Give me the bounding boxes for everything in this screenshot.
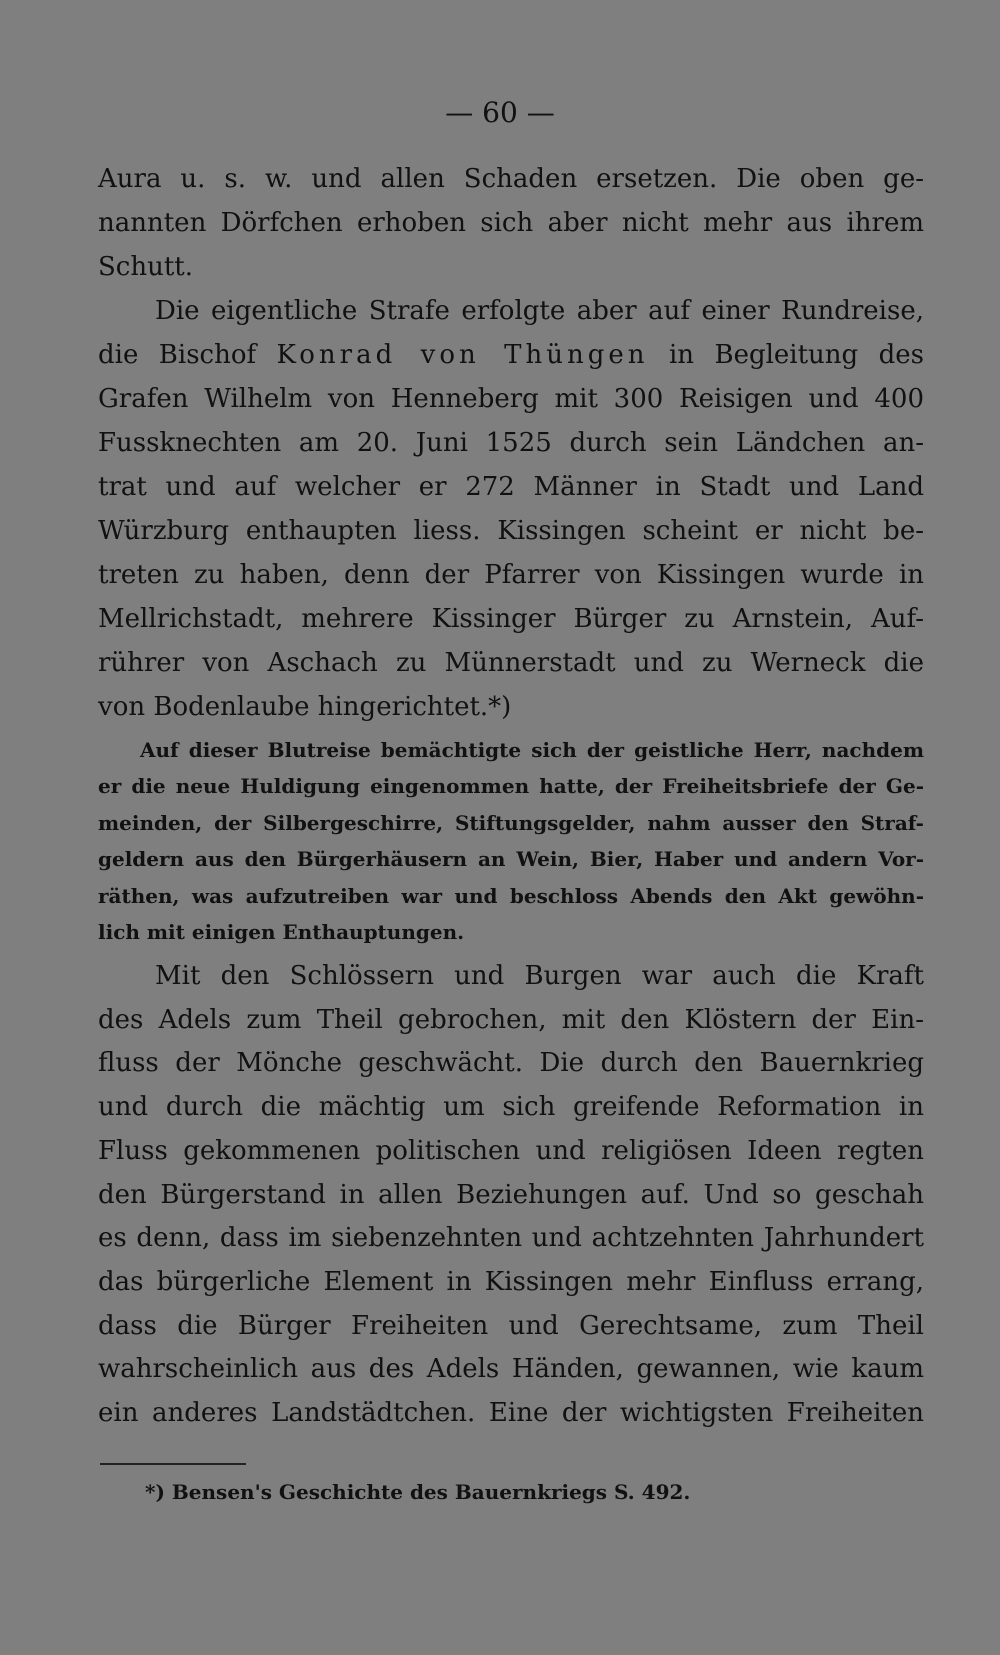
text-line: trat und auf welcher er 272 Männer in Stadt und Land	[98, 472, 924, 502]
text-line: Mit den Schlössern und Burgen war auch die Kraft	[155, 961, 924, 991]
footnote: *) Bensen's Geschichte des Bauernkriegs S. 492.	[145, 1480, 691, 1504]
small-print-paragraph	[98, 732, 924, 950]
text-line: Aura u. s. w. und allen Schaden ersetzen. Die oben ge-	[98, 164, 924, 194]
text-line: Grafen Wilhelm von Henneberg mit 300 Reisigen und 400	[98, 384, 924, 414]
text-line: ein anderes Landstädtchen. Eine der wichtigsten Freiheiten	[98, 1398, 924, 1429]
text-line: den Bürgerstand in allen Beziehungen auf. Und so geschah	[98, 1179, 924, 1210]
text-span: die Bischof	[98, 340, 277, 370]
text-line: geldern aus den Bürgerhäusern an Wein, Bier, Haber und andern Vor-	[98, 847, 924, 872]
text-line: Schutt.	[98, 252, 194, 282]
text-line: Auf dieser Blutreise bemächtigte sich der geistliche Herr, nachdem	[140, 738, 924, 762]
text-span: in Begleitung des	[648, 340, 924, 370]
text-line: des Adels zum Theil gebrochen, mit den Klöstern der Ein-	[98, 1004, 924, 1035]
text-line: räthen, was aufzutreiben war und beschloss Abends den Akt gewöhn-	[98, 883, 924, 908]
text-line: es denn, dass im siebenzehnten und achtzehnten Jahrhundert	[98, 1223, 924, 1254]
text-line: er die neue Huldigung eingenommen hatte, der Freiheitsbriefe der Ge-	[98, 774, 924, 799]
text-line: und durch die mächtig um sich greifende Reformation in	[98, 1092, 924, 1123]
paragraph-1	[98, 157, 924, 289]
page-number: — 60 —	[445, 96, 555, 129]
text-line: nannten Dörfchen erhoben sich aber nicht mehr aus ihrem	[98, 208, 924, 238]
paragraph-3	[98, 955, 924, 1436]
text-line	[98, 333, 924, 377]
text-line: von Bodenlaube hingerichtet.*)	[98, 692, 512, 722]
text-line: wahrscheinlich aus des Adels Händen, gewannen, wie kaum	[98, 1354, 924, 1385]
text-line: rührer von Aschach zu Münnerstadt und zu Werneck die	[98, 648, 924, 678]
text-line: Fussknechten am 20. Juni 1525 durch sein Ländchen an-	[98, 428, 924, 458]
text-line: lich mit einigen Enthauptungen.	[98, 920, 465, 945]
text-line: treten zu haben, denn der Pfarrer von Kissingen wurde in	[98, 560, 924, 590]
footnote-rule	[100, 1463, 246, 1465]
text-line: dass die Bürger Freiheiten und Gerechtsame, zum Theil	[98, 1310, 924, 1341]
text-line: das bürgerliche Element in Kissingen mehr Einfluss errang,	[98, 1266, 924, 1297]
paragraph-2	[98, 289, 924, 729]
spaced-name: Konrad von Thüngen	[276, 340, 649, 370]
text-line: meinden, der Silbergeschirre, Stiftungsgelder, nahm ausser den Straf-	[98, 810, 924, 835]
text-line: Mellrichstadt, mehrere Kissinger Bürger zu Arnstein, Auf-	[98, 604, 924, 634]
text-line: Fluss gekommenen politischen und religiösen Ideen regten	[98, 1135, 924, 1166]
text-line: Würzburg enthaupten liess. Kissingen scheint er nicht be-	[98, 516, 924, 546]
main-text	[98, 157, 924, 729]
text-line: Die eigentliche Strafe erfolgte aber auf einer Rundreise,	[155, 296, 924, 326]
text-line: fluss der Mönche geschwächt. Die durch den Bauernkrieg	[98, 1048, 924, 1079]
